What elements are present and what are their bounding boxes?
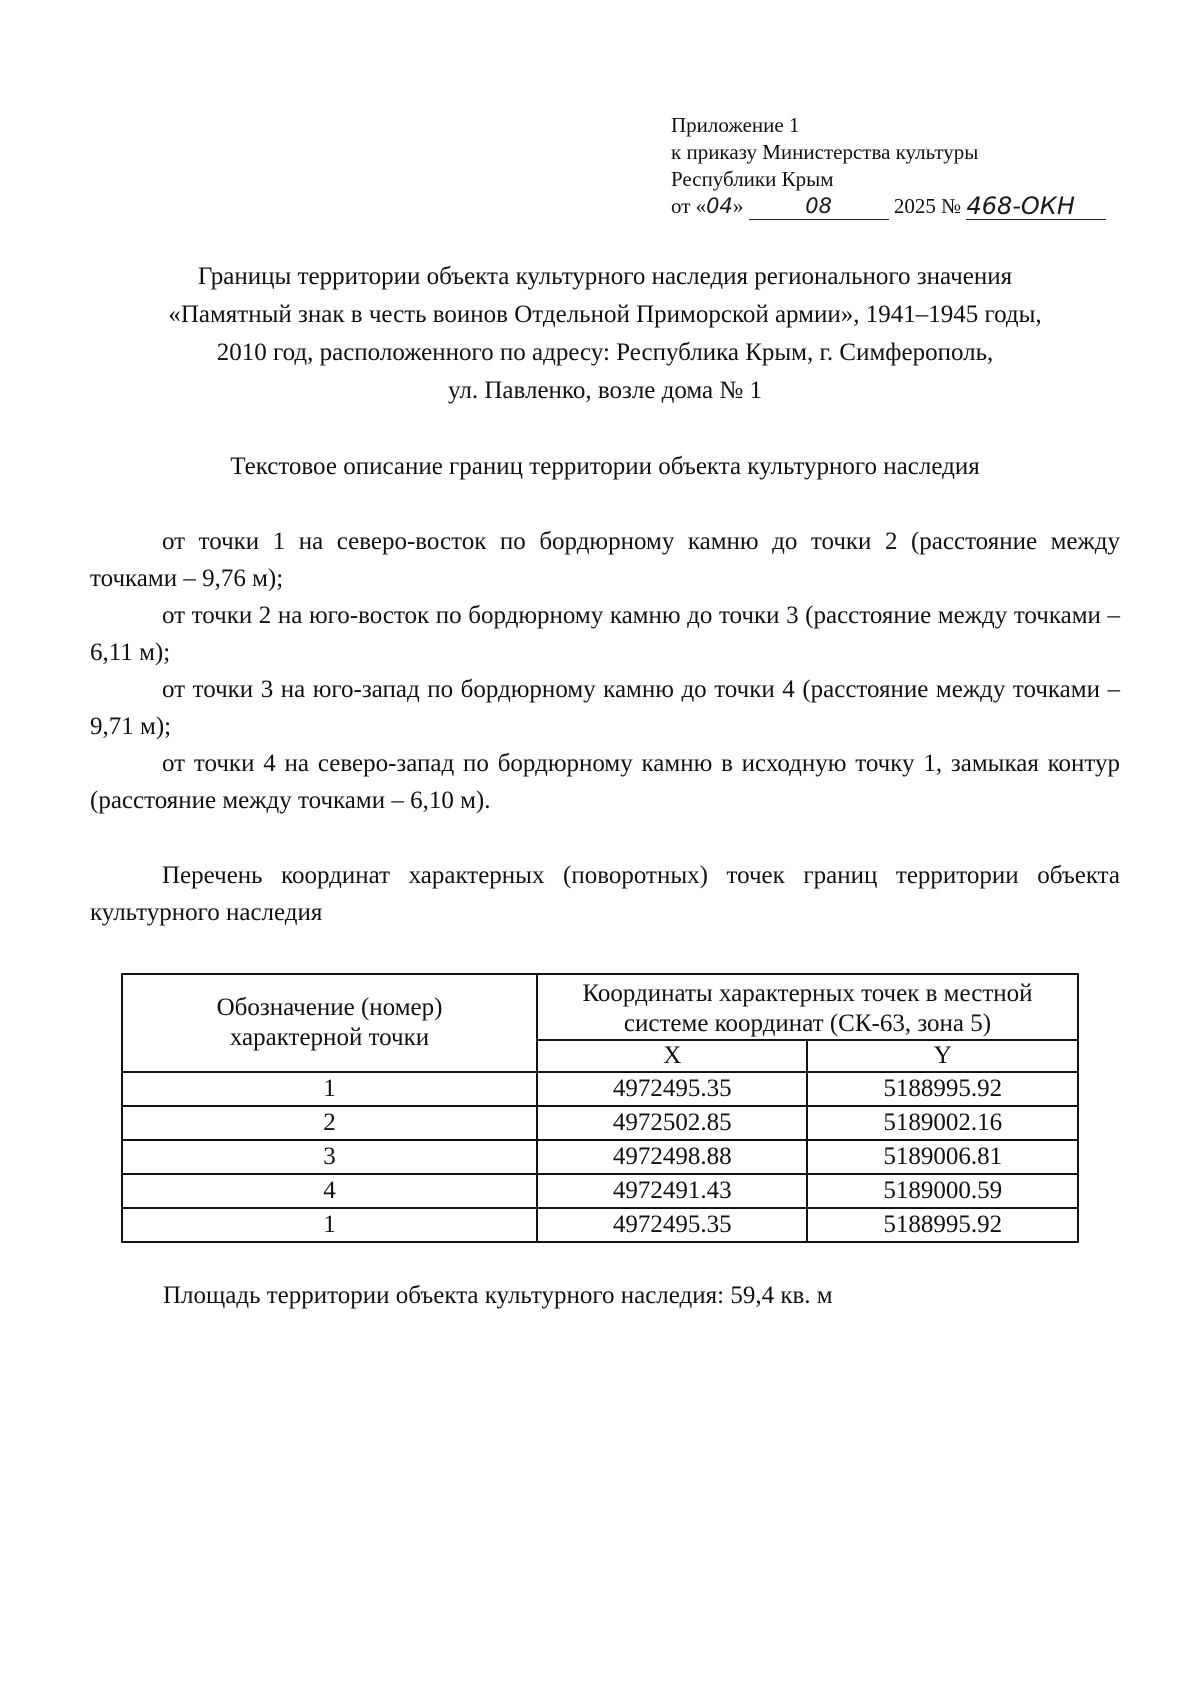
table-header-row (122, 974, 1078, 1040)
paragraph-2-text: от точки 2 на юго-восток по бордюрному камню до точки 3 (расстояние между точками – 6,11 м); (90, 602, 1120, 666)
cell-y: 5188995.92 (807, 1208, 1078, 1242)
paragraph-4 (90, 745, 1120, 819)
cell-x: 4972495.35 (537, 1208, 807, 1242)
title-line-3: 2010 год, расположенного по адресу: Республика Крым, г. Симферополь, (216, 339, 994, 366)
coordinates-table (121, 973, 1079, 1243)
col-coords-group-header: Координаты характерных точек в местной системе координат (СК-63, зона 5) (537, 974, 1078, 1040)
col-point-header: Обозначение (номер) характерной точки (122, 974, 537, 1072)
order-number: 468-ОКН (966, 192, 1075, 220)
cell-x: 4972495.35 (537, 1072, 807, 1106)
paragraph-4-text: от точки 4 на северо-запад по бордюрному камню в исходную точку 1, замыкая контур (расстояние между точками – 6,10 м). (90, 750, 1120, 814)
title-line-4: ул. Павленко, возле дома № 1 (447, 377, 762, 404)
col-y-header: Y (807, 1040, 1078, 1072)
table-row (122, 1174, 1078, 1208)
paragraph-1 (90, 523, 1120, 597)
paragraph-3 (90, 671, 1120, 745)
cell-point: 3 (122, 1140, 537, 1174)
description-heading: Текстовое описание границ территории объекта культурного наследия (230, 453, 980, 480)
cell-x: 4972491.43 (537, 1174, 807, 1208)
date-mid: » (732, 194, 744, 218)
date-month: 08 (805, 194, 832, 218)
document-title (90, 258, 1120, 410)
cell-x: 4972502.85 (537, 1106, 807, 1140)
cell-y: 5189000.59 (807, 1174, 1078, 1208)
paragraph-3-text: от точки 3 на юго-запад по бордюрному камню до точки 4 (расстояние между точками – 9,71 м); (90, 676, 1120, 740)
order-number-field (966, 193, 1106, 220)
coords-heading-text: Перечень координат характерных (поворотных) точек границ территории объекта культурного наследия (90, 862, 1120, 926)
appendix-line-1: Приложение 1 (671, 113, 800, 137)
col-x-header: X (537, 1040, 807, 1072)
title-line-1: Границы территории объекта культурного наследия регионального значения (197, 263, 1013, 290)
cell-point: 4 (122, 1174, 537, 1208)
date-year: 2025 № (893, 194, 962, 218)
cell-point: 1 (122, 1208, 537, 1242)
date-prefix: от « (671, 194, 707, 218)
paragraph-2 (90, 597, 1120, 671)
cell-x: 4972498.88 (537, 1140, 807, 1174)
title-line-2: «Памятный знак в честь воинов Отдельной Приморской армии», 1941–1945 годы, (168, 301, 1042, 328)
area-statement: Площадь территории объекта культурного наследия: 59,4 кв. м (163, 1282, 833, 1309)
appendix-header (671, 112, 1106, 220)
coords-heading (90, 857, 1120, 931)
cell-y: 5188995.92 (807, 1072, 1078, 1106)
date-day: 04 (706, 194, 733, 218)
cell-y: 5189006.81 (807, 1140, 1078, 1174)
appendix-line-2: к приказу Министерства культуры (671, 140, 979, 164)
cell-y: 5189002.16 (807, 1106, 1078, 1140)
table-row (122, 1072, 1078, 1106)
cell-point: 1 (122, 1072, 537, 1106)
table-row (122, 1208, 1078, 1242)
date-month-field (749, 193, 889, 220)
paragraph-1-text: от точки 1 на северо-восток по бордюрному камню до точки 2 (расстояние между точками – 9,76 м); (90, 528, 1120, 592)
table-row (122, 1106, 1078, 1140)
appendix-date-line (671, 193, 1106, 220)
cell-point: 2 (122, 1106, 537, 1140)
table-row (122, 1140, 1078, 1174)
appendix-line-3: Республики Крым (671, 167, 834, 191)
